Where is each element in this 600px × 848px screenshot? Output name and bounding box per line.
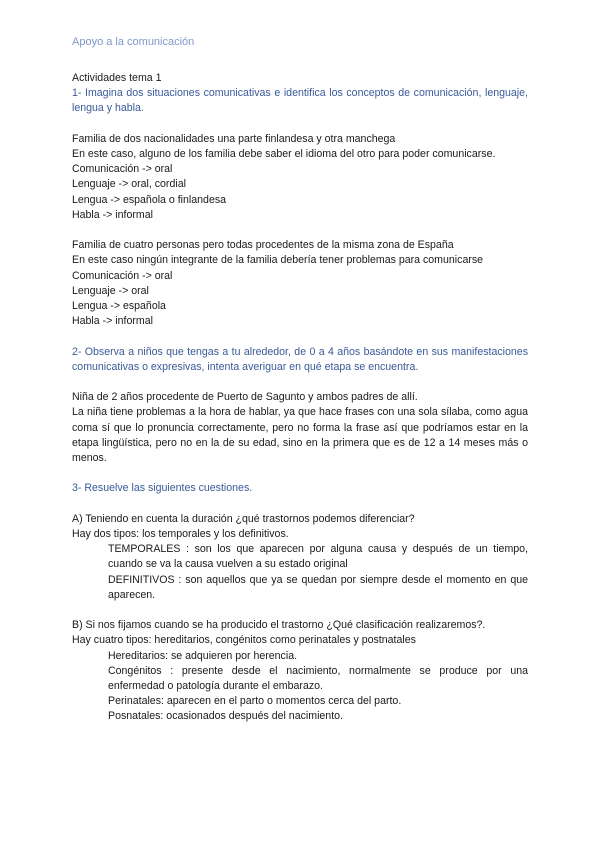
q3b-perinatales: Perinatales: aparecen en el parto o momentos cerca del parto. xyxy=(108,695,402,708)
q3b-intro: Hay cuatro tipos: hereditarios, congénitos como perinatales y postnatales xyxy=(72,634,416,647)
page-header: Apoyo a la comunicación xyxy=(72,36,195,48)
activity-title: Actividades tema 1 xyxy=(72,72,162,84)
q3a-question: A) Teniendo en cuenta la duración ¿qué trastornos podemos diferenciar? xyxy=(72,512,415,525)
q3b-congenitos: Congénitos : presente desde el nacimiento, normalmente se produce por una enfermedad o patología durante el embarazo. xyxy=(108,664,528,693)
question-1: 1- Imagina dos situaciones comunicativas e identifica los conceptos de comunicación, lenguaje, lengua y habla. xyxy=(72,87,528,115)
example-2-title: Familia de cuatro personas pero todas procedentes de la misma zona de España xyxy=(72,239,454,252)
example-2-habla: Habla -> informal xyxy=(72,315,153,328)
q3a-definitivos: DEFINITIVOS : son aquellos que ya se quedan por siempre desde el momento en que aparecen. xyxy=(108,573,528,601)
example-1-title: Familia de dos nacionalidades una parte finlandesa y otra manchega xyxy=(72,132,396,145)
example-1-lenguaje: Lenguaje -> oral, cordial xyxy=(72,178,186,191)
q3b-hereditarios: Hereditarios: se adquieren por herencia. xyxy=(108,649,298,662)
example-2-lenguaje: Lenguaje -> oral xyxy=(72,284,149,297)
example-1-lengua: Lengua -> española o finlandesa xyxy=(72,193,227,206)
question-3: 3- Resuelve las siguientes cuestiones. xyxy=(72,482,253,495)
example-2-comunicacion: Comunicación -> oral xyxy=(72,269,173,282)
q3b-posnatales: Posnatales: ocasionados después del nacimiento. xyxy=(108,710,343,723)
q3a-temporales: TEMPORALES : son los que aparecen por alguna causa y después de un tiempo, cuando se va la causa vuelven a su estado original xyxy=(108,543,528,571)
document-body xyxy=(72,71,528,725)
example-1-habla: Habla -> informal xyxy=(72,208,153,221)
q2-paragraph-2: La niña tiene problemas a la hora de hablar, ya que hace frases con una sola sílaba, como agua coma sí que lo pronuncia correctamente, pero no forma la frase así que podríamos estar en la etapa lingüística, pero no en la de su edad, sino en la primera que es de 12 a 14 meses más o menos. xyxy=(72,406,528,465)
q3a-intro: Hay dos tipos: los temporales y los definitivos. xyxy=(72,528,289,540)
question-2: 2- Observa a niños que tengas a tu alrededor, de 0 a 4 años basándote en sus manifestaciones comunicativas o expresivas, intenta averiguar en qué etapa se encuentra. xyxy=(72,345,528,373)
example-1-comunicacion: Comunicación -> oral xyxy=(72,163,173,176)
example-2-lengua: Lengua -> española xyxy=(72,300,166,313)
example-2-desc: En este caso ningún integrante de la familia debería tener problemas para comunicarse xyxy=(72,254,484,267)
q2-paragraph-1: Niña de 2 años procedente de Puerto de Sagunto y ambos padres de allí. xyxy=(72,391,418,404)
example-1-desc: En este caso, alguno de los familia debe saber el idioma del otro para poder comunicarse. xyxy=(72,148,496,160)
q3b-question: B) Si nos fijamos cuando se ha producido el trastorno ¿Qué clasificación realizaremos?. xyxy=(72,619,486,632)
